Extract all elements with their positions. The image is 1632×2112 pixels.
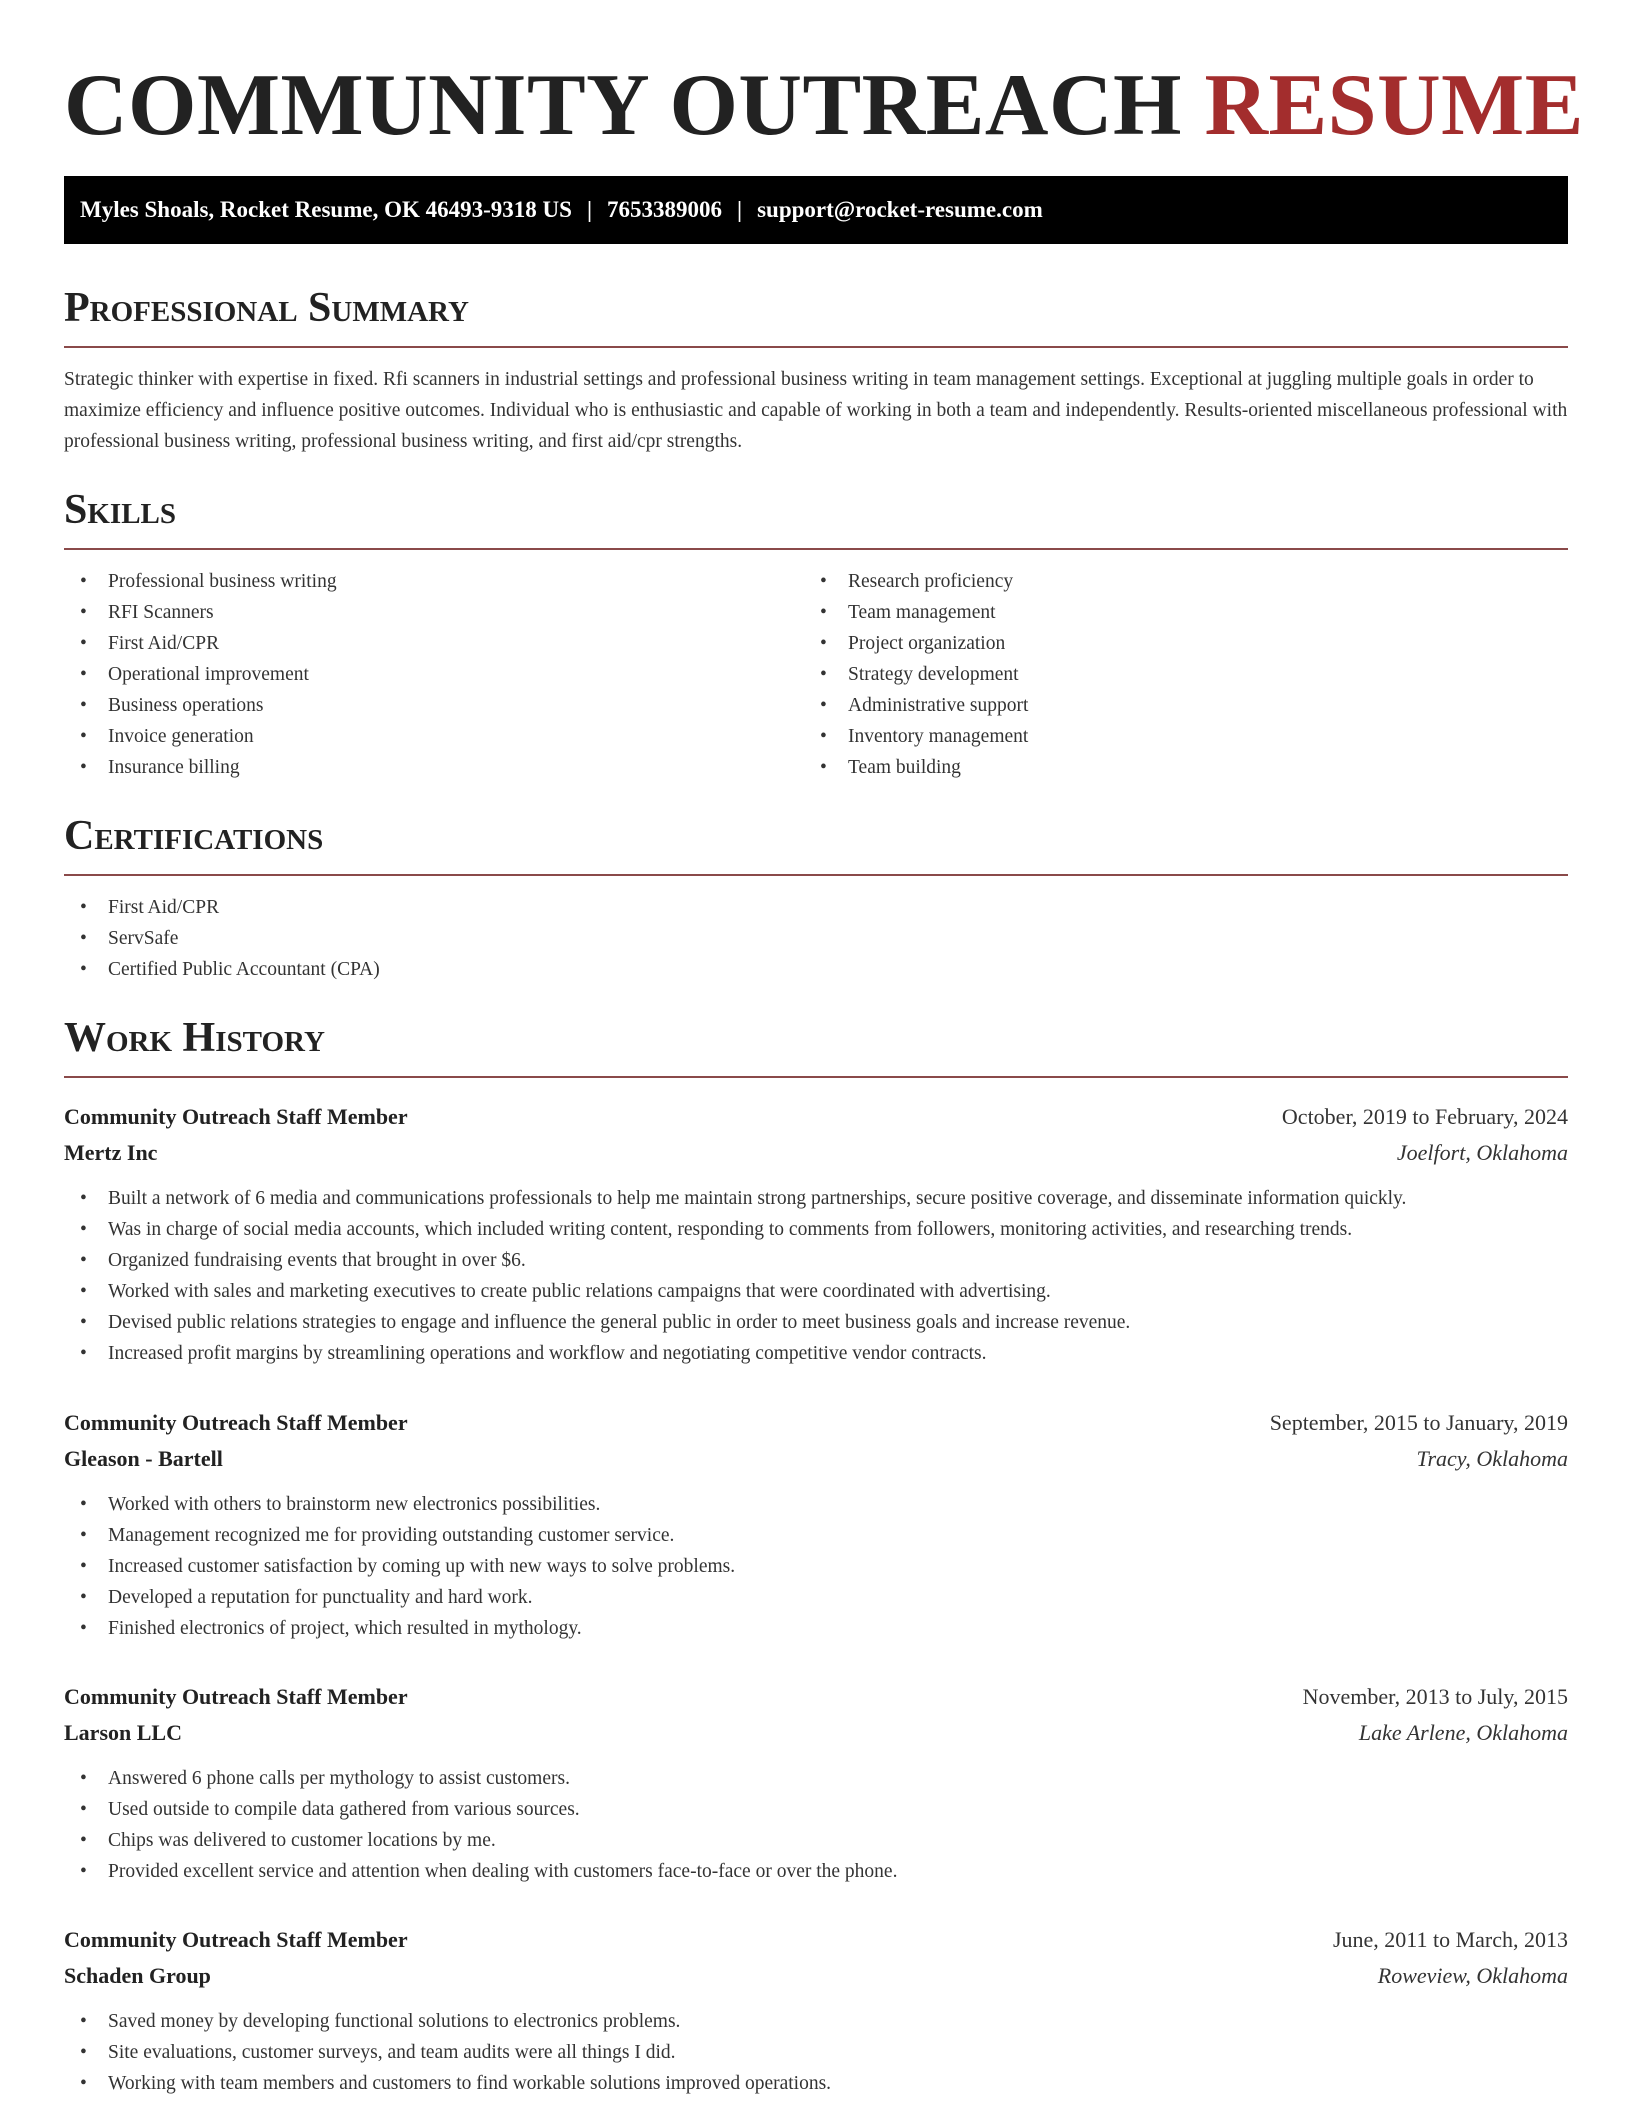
job-location: Lake Arlene, Oklahoma (1358, 1720, 1568, 1745)
work-history-heading: Work History (64, 1015, 325, 1061)
skill-item: • Inventory management (804, 721, 1544, 752)
job-bullet: • Worked with sales and marketing executives to create public relations campaigns that were coordinated with advertising. (64, 1276, 1568, 1307)
job-header-row (64, 1679, 1568, 1715)
job-bullets (64, 1183, 1568, 1369)
job-dates: October, 2019 to February, 2024 (1281, 1104, 1568, 1129)
job-entry (64, 1405, 1568, 1644)
job-bullet: • Worked with others to brainstorm new electronics possibilities. (64, 1489, 1568, 1520)
contact-separator: | (737, 197, 743, 222)
job-company-row (64, 1715, 1568, 1751)
certification-item: • First Aid/CPR (64, 892, 1568, 923)
skills-list-left (64, 566, 804, 783)
skill-item: • Project organization (804, 628, 1544, 659)
certification-item: • ServSafe (64, 923, 1568, 954)
section-divider (64, 1076, 1568, 1078)
skill-item: • RFI Scanners (64, 597, 804, 628)
job-bullet: • Developed a reputation for punctuality and hard work. (64, 1582, 1568, 1613)
job-bullet: • Organized fundraising events that brought in over $6. (64, 1245, 1568, 1276)
contact-address: Myles Shoals, Rocket Resume, OK 46493-9318 US (80, 197, 572, 222)
job-bullet: • Answered 6 phone calls per mythology to assist customers. (64, 1763, 1568, 1794)
job-bullet: • Increased customer satisfaction by coming up with new ways to solve problems. (64, 1551, 1568, 1582)
job-bullet: • Was in charge of social media accounts, which included writing content, responding to comments from followers, monitoring activities, and researching trends. (64, 1214, 1568, 1245)
resume-title (64, 56, 1584, 156)
skill-item: • Operational improvement (64, 659, 804, 690)
job-location: Joelfort, Oklahoma (1396, 1140, 1568, 1165)
job-bullet: • Working with team members and customers to find workable solutions improved operations. (64, 2068, 1568, 2099)
job-company-row (64, 1958, 1568, 1994)
job-company-row (64, 1135, 1568, 1171)
skill-item: • Administrative support (804, 690, 1544, 721)
job-company: Schaden Group (64, 1963, 211, 1988)
summary-heading: Professional Summary (64, 285, 469, 331)
job-bullet: • Finished electronics of project, which resulted in mythology. (64, 1613, 1568, 1644)
title-accent: RESUME (1204, 57, 1584, 154)
job-entry (64, 1922, 1568, 2099)
skill-item: • Research proficiency (804, 566, 1544, 597)
skills-heading: Skills (64, 487, 177, 533)
job-dates: June, 2011 to March, 2013 (1332, 1927, 1568, 1952)
skills-list-right (804, 566, 1544, 783)
job-header-row (64, 1922, 1568, 1958)
job-header-row (64, 1099, 1568, 1135)
contact-phone: 7653389006 (607, 197, 723, 222)
job-entry (64, 1099, 1568, 1369)
job-dates: November, 2013 to July, 2015 (1302, 1684, 1568, 1709)
job-bullets (64, 1489, 1568, 1644)
skill-item: • Invoice generation (64, 721, 804, 752)
skills-column-left (64, 550, 804, 783)
skills-section (64, 484, 1568, 783)
skills-columns (64, 550, 1568, 783)
job-company: Gleason - Bartell (64, 1446, 223, 1471)
job-dates: September, 2015 to January, 2019 (1269, 1410, 1568, 1435)
job-bullets (64, 2006, 1568, 2099)
skill-item: • Business operations (64, 690, 804, 721)
job-company: Mertz Inc (64, 1140, 158, 1165)
job-title: Community Outreach Staff Member (64, 1927, 408, 1952)
skill-item: • First Aid/CPR (64, 628, 804, 659)
certifications-list (64, 892, 1568, 985)
certifications-section (64, 810, 1568, 985)
job-location: Tracy, Oklahoma (1416, 1446, 1568, 1471)
skill-item: • Insurance billing (64, 752, 804, 783)
skill-item: • Team management (804, 597, 1544, 628)
certification-item: • Certified Public Accountant (CPA) (64, 954, 1568, 985)
job-bullet: • Used outside to compile data gathered from various sources. (64, 1794, 1568, 1825)
skill-item: • Professional business writing (64, 566, 804, 597)
job-bullet: • Increased profit margins by streamlining operations and workflow and negotiating competitive vendor contracts. (64, 1338, 1568, 1369)
job-bullet: • Devised public relations strategies to engage and influence the general public in order to meet business goals and increase revenue. (64, 1307, 1568, 1338)
summary-text: Strategic thinker with expertise in fixed. Rfi scanners in industrial settings and professional business writing in team management settings. Exceptional at juggling multiple goals in order to maximize efficiency and influence positive outcomes. Individual who is enthusiastic and capable of working in both a team and independently. Results-oriented miscellaneous professional with professional business writing, professional business writing, and first aid/cpr strengths. (64, 369, 1568, 452)
skill-item: • Team building (804, 752, 1544, 783)
skill-item: • Strategy development (804, 659, 1544, 690)
job-company-row (64, 1441, 1568, 1477)
job-bullet: • Saved money by developing functional solutions to electronics problems. (64, 2006, 1568, 2037)
job-bullet: • Site evaluations, customer surveys, and team audits were all things I did. (64, 2037, 1568, 2068)
job-company: Larson LLC (64, 1720, 182, 1745)
contact-email: support@rocket-resume.com (757, 197, 1043, 222)
work-history-section (64, 1012, 1568, 1078)
job-bullets (64, 1763, 1568, 1887)
job-title: Community Outreach Staff Member (64, 1104, 408, 1129)
resume-page (64, 0, 1584, 2094)
job-bullet: • Built a network of 6 media and communications professionals to help me maintain strong partnerships, secure positive coverage, and disseminate information quickly. (64, 1183, 1568, 1214)
job-bullet: • Chips was delivered to customer locations by me. (64, 1825, 1568, 1856)
contact-separator: | (586, 197, 593, 222)
section-divider (64, 874, 1568, 876)
job-header-row (64, 1405, 1568, 1441)
job-title: Community Outreach Staff Member (64, 1684, 408, 1709)
job-entry (64, 1679, 1568, 1887)
contact-bar (64, 176, 1568, 244)
job-bullet: • Management recognized me for providing outstanding customer service. (64, 1520, 1568, 1551)
skills-column-right (804, 550, 1544, 783)
title-main: COMMUNITY OUTREACH (64, 57, 1182, 154)
summary-section (64, 282, 1568, 457)
certifications-heading: Certifications (64, 813, 324, 859)
job-title: Community Outreach Staff Member (64, 1410, 408, 1435)
section-divider (64, 346, 1568, 348)
job-bullet: • Provided excellent service and attention when dealing with customers face-to-face or over the phone. (64, 1856, 1568, 1887)
job-location: Roweview, Oklahoma (1377, 1963, 1568, 1988)
